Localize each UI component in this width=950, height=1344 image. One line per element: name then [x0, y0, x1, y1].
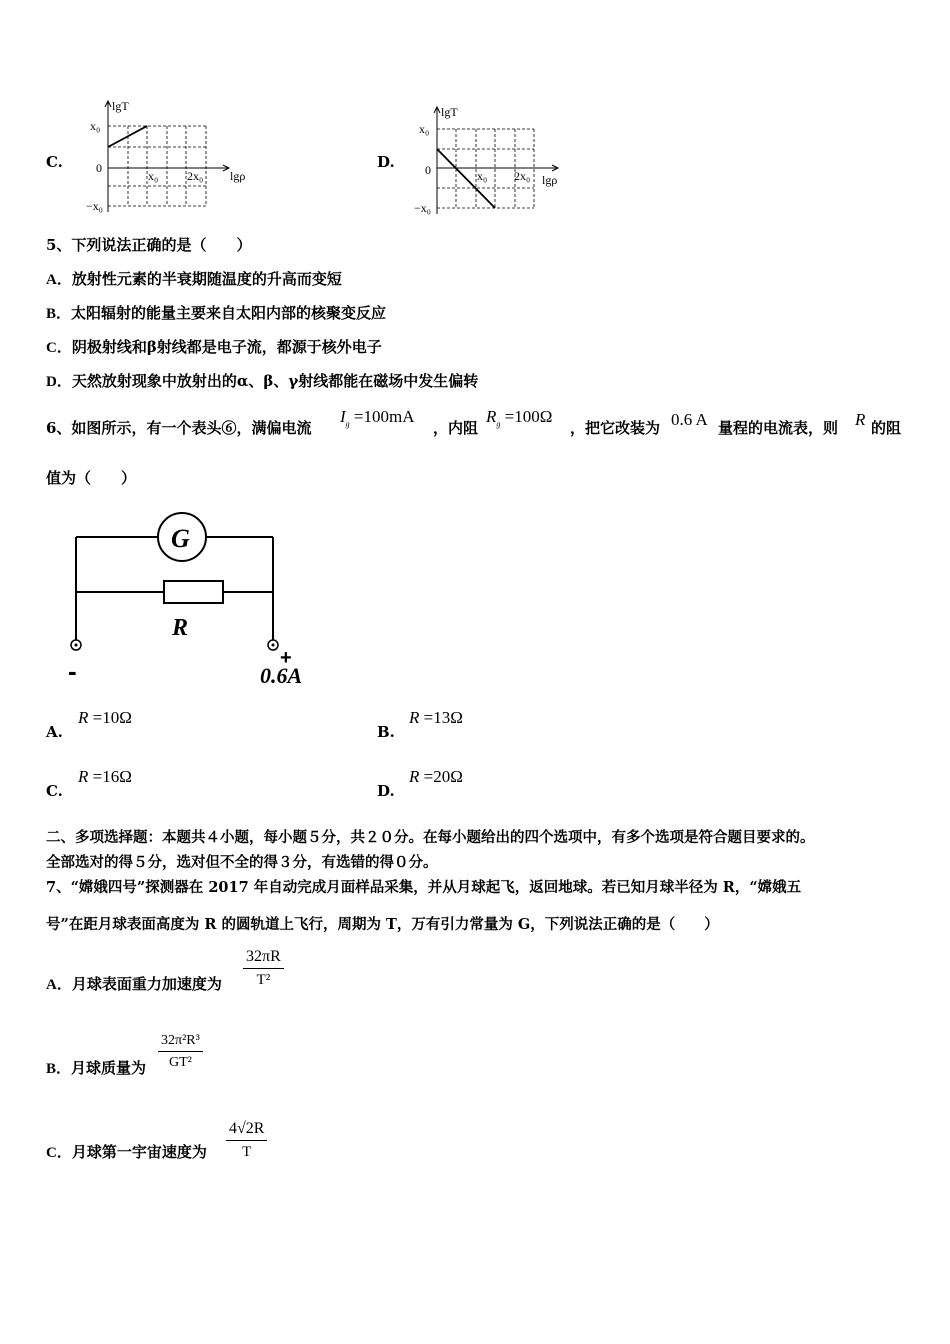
q7-option-b-fraction: [158, 1033, 203, 1071]
r-symbol: R: [78, 767, 89, 786]
q7-option-b: [46, 1059, 146, 1078]
q4-option-d-letter: D.: [377, 153, 395, 171]
graph-d-tick-x0: x₀: [419, 122, 430, 136]
q4-graph-d: [410, 104, 580, 219]
q5-option-c: [46, 338, 382, 357]
q7-option-a-fraction: [243, 948, 284, 989]
graph-d-y-label: lgT: [441, 105, 458, 119]
q4-option-c-letter: C.: [46, 153, 63, 171]
q6-option-d-value: [409, 767, 463, 787]
section2-heading-line2: 全部选对的得５分，选对但不全的得３分，有选错的得０分。: [46, 854, 438, 871]
fraction-denominator: T: [226, 1140, 267, 1161]
option-letter: A．: [46, 272, 72, 288]
graph-d-tick-neg-x0: −x₀: [414, 201, 431, 215]
graph-c-tick-x0: x₀: [90, 119, 101, 133]
q6-stem-part3: ，把它改装为: [570, 419, 661, 437]
q7-stem-line1: 7、“嫦娥四号”探测器在 2017 年自动完成月面样品采集，并从月球起飞，返回地球。若已知月球半径为 R，“嫦娥五: [46, 879, 802, 896]
r-symbol: R: [409, 708, 420, 727]
option-text: 太阳辐射的能量主要来自太阳内部的核聚变反应: [71, 304, 387, 322]
q6-rg-formula: [486, 407, 552, 428]
q6-circuit-diagram: [60, 505, 330, 695]
q5-option-a: [46, 270, 342, 289]
q6-option-b-value: [409, 708, 463, 728]
graph-c-tick-neg-x0: −x₀: [86, 199, 103, 213]
q6-stem-part5: 的阻: [871, 419, 902, 437]
fraction-denominator: GT²: [158, 1051, 203, 1071]
graph-c-y-label: lgT: [112, 99, 129, 113]
section2-heading-line1: 二、多项选择题：本题共４小题，每小题５分，共２０分。在每小题给出的四个选项中，有多个选项是符合题目要求的。: [46, 829, 815, 846]
rg-value: =100Ω: [504, 407, 553, 426]
q7-option-c-fraction: [226, 1120, 267, 1161]
r-value: =10Ω: [92, 708, 132, 727]
fraction-numerator: 32πR: [246, 948, 281, 965]
option-text: 月球表面重力加速度为: [71, 975, 222, 993]
r-value: =13Ω: [423, 708, 463, 727]
graph-d-tick-0: 0: [425, 163, 431, 177]
q6-stem-part4: 量程的电流表，则: [718, 419, 839, 437]
q6-option-a-letter: A.: [46, 723, 63, 741]
ig-subscript: g: [345, 419, 350, 429]
q6-stem-part2: ，内阻: [433, 419, 479, 437]
graph-d-tick-xaxis-2x0: 2x₀: [514, 169, 531, 183]
r-symbol: R: [78, 708, 89, 727]
option-text: 月球第一宇宙速度为: [71, 1143, 207, 1161]
option-letter: C．: [46, 340, 72, 356]
plus-terminal-label: +: [280, 647, 292, 669]
r-symbol: R: [409, 767, 420, 786]
graph-d-tick-xaxis-x0: x₀: [477, 169, 488, 183]
q6-option-c-letter: C.: [46, 782, 63, 800]
option-letter: A．: [46, 977, 72, 993]
rg-symbol: R: [486, 407, 497, 426]
option-letter: B．: [46, 306, 72, 322]
q6-r-symbol: R: [855, 410, 866, 429]
option-letter: D．: [46, 374, 72, 390]
graph-c-x-label: lgρ: [230, 169, 246, 183]
r-value: =20Ω: [423, 767, 463, 786]
q5-option-d: [46, 372, 478, 391]
rg-subscript: g: [496, 419, 501, 429]
q6-option-d-letter: D.: [377, 782, 395, 800]
q7-option-a: [46, 975, 222, 994]
range-label: 0.6A: [260, 663, 303, 688]
minus-terminal-label: -: [68, 656, 77, 686]
q6-range-value: 0.6 A: [671, 410, 708, 429]
fraction-denominator: T²: [243, 968, 284, 989]
ig-value: =100mA: [353, 407, 415, 426]
option-letter: B．: [46, 1061, 72, 1077]
r-value: =16Ω: [92, 767, 132, 786]
q6-stem-line1: [46, 419, 311, 437]
q6-stem-part1: 6、如图所示，有一个表头⑥，满偏电流: [46, 419, 312, 437]
q6-option-b-letter: B.: [377, 723, 395, 741]
option-text: 天然放射现象中放射出的α、β、γ射线都能在磁场中发生偏转: [71, 372, 479, 390]
ig-symbol: I: [340, 407, 346, 426]
q7-stem-line2: 号”在距月球表面高度为 R 的圆轨道上飞行，周期为 T，万有引力常量为 G，下列说法正确的是（ ）: [46, 916, 719, 933]
fraction-numerator: 4√2R: [229, 1120, 265, 1137]
option-letter: C．: [46, 1145, 72, 1161]
graph-c-line: [108, 126, 147, 147]
q6-ig-formula: [340, 407, 415, 428]
q6-stem-line2: 值为（ ）: [46, 469, 137, 487]
graph-c-tick-0: 0: [96, 161, 102, 175]
graph-d-x-label: lgρ: [542, 173, 558, 187]
graph-c-tick-xaxis-2x0: 2x₀: [187, 169, 204, 183]
option-text: 放射性元素的半衰期随温度的升高而变短: [71, 270, 342, 288]
option-text: 阴极射线和β射线都是电子流，都源于核外电子: [71, 338, 382, 356]
galvanometer-label: G: [171, 524, 190, 553]
graph-c-tick-xaxis-x0: x₀: [148, 169, 159, 183]
fraction-numerator: 32π²R³: [161, 1033, 200, 1048]
resistor-label: R: [172, 615, 189, 641]
q4-graph-c: [80, 98, 250, 218]
q5-stem: 5、下列说法正确的是（ ）: [46, 236, 252, 254]
q6-option-c-value: [78, 767, 132, 787]
resistor-symbol: [164, 581, 223, 603]
q5-option-b: [46, 304, 386, 323]
q6-option-a-value: [78, 708, 132, 728]
option-text: 月球质量为: [71, 1059, 147, 1077]
q7-option-c: [46, 1143, 207, 1162]
